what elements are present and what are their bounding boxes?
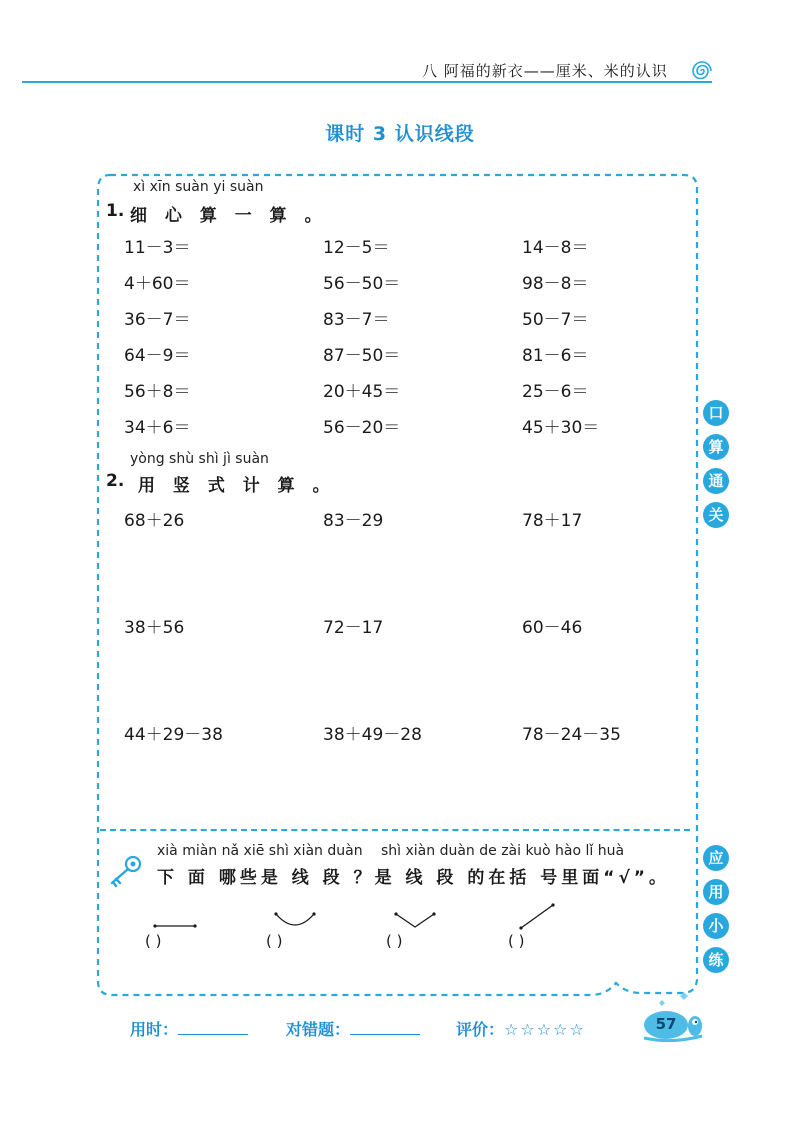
q2-problem: 68＋26 [124,511,185,531]
lesson-title: 课时 3 认识线段 [325,123,475,145]
q2-problem: 78＋17 [522,511,583,531]
q1-problem: 87－50＝ [323,346,401,366]
q2-problem: 60－46 [522,618,583,638]
rating-label: 评价： [456,1020,505,1039]
time-field [130,1017,248,1040]
errors-blank[interactable] [350,1020,420,1035]
page-number: 57 [655,1015,677,1033]
q2-pinyin: yòng shù shì jì suàn [130,451,269,467]
q1-number: 1. [106,201,125,221]
q1-problem: 98－8＝ [522,274,589,294]
q1-problem: 20＋45＝ [323,382,401,402]
q1-problem: 56－50＝ [323,274,401,294]
q1-problem: 25－6＝ [522,382,589,402]
q3-title: 下 面 哪些是 线 段 ？是 线 段 的在括 号里面“√”。 [157,868,670,888]
q2-title: 用 竖 式 计 算 。 [138,476,336,496]
q1-problem: 12－5＝ [323,238,390,258]
rating-field [456,1017,586,1040]
errors-field [286,1017,420,1040]
figure-segment-horizontal [150,902,198,932]
side-tab-lian: 练 [703,947,729,973]
q2-number: 2. [106,471,125,491]
side-tab-kou: 口 [703,400,729,426]
chapter-title: 八 阿福的新衣——厘米、米的认识 [422,62,668,80]
q3-pinyin-b: shì xiàn duàn de zài kuò hào lǐ huà [381,843,625,859]
spiral-icon [690,60,712,82]
answer-paren-1[interactable]: ( ) [145,932,162,950]
side-tab-tong: 通 [703,468,729,494]
q2-problem: 38＋56 [124,618,185,638]
figure-curve [268,902,322,932]
q1-title: 细 心 算 一 算 。 [130,206,328,226]
section-divider [100,829,690,831]
side-tab-xiao: 小 [703,913,729,939]
q1-problem: 36－7＝ [124,310,191,330]
answer-paren-2[interactable]: ( ) [266,932,283,950]
figure-broken-line [388,902,442,932]
rating-stars[interactable]: ☆☆☆☆☆ [504,1020,586,1039]
q2-problem: 72－17 [323,618,384,638]
answer-paren-3[interactable]: ( ) [386,932,403,950]
q1-problem: 34＋6＝ [124,418,191,438]
time-label: 用时： [130,1020,179,1039]
q1-problem: 4＋60＝ [124,274,191,294]
q1-problem: 11－3＝ [124,238,191,258]
errors-label: 对错题： [286,1020,351,1039]
time-blank[interactable] [178,1020,248,1035]
q2-problem: 44＋29－38 [124,725,223,745]
answer-paren-4[interactable]: ( ) [508,932,525,950]
side-tab-yong: 用 [703,879,729,905]
q1-problem: 83－7＝ [323,310,390,330]
q3-pinyin-a: xià miàn nǎ xiē shì xiàn duàn [157,843,363,859]
q1-problem: 50－7＝ [522,310,589,330]
figure-segment-slanted [510,898,560,932]
q1-pinyin: xì xīn suàn yi suàn [133,179,264,195]
q1-problem: 56－20＝ [323,418,401,438]
q2-problem: 83－29 [323,511,384,531]
q1-problem: 45＋30＝ [522,418,600,438]
key-icon [104,853,144,889]
q1-problem: 14－8＝ [522,238,589,258]
q1-problem: 64－9＝ [124,346,191,366]
side-tab-guan: 关 [703,502,729,528]
side-tab-ying: 应 [703,845,729,871]
header-rule [22,81,712,83]
q2-problem: 38＋49－28 [323,725,422,745]
q2-problem: 78－24－35 [522,725,621,745]
side-tab-suan: 算 [703,434,729,460]
q1-problem: 56＋8＝ [124,382,191,402]
q1-problem: 81－6＝ [522,346,589,366]
